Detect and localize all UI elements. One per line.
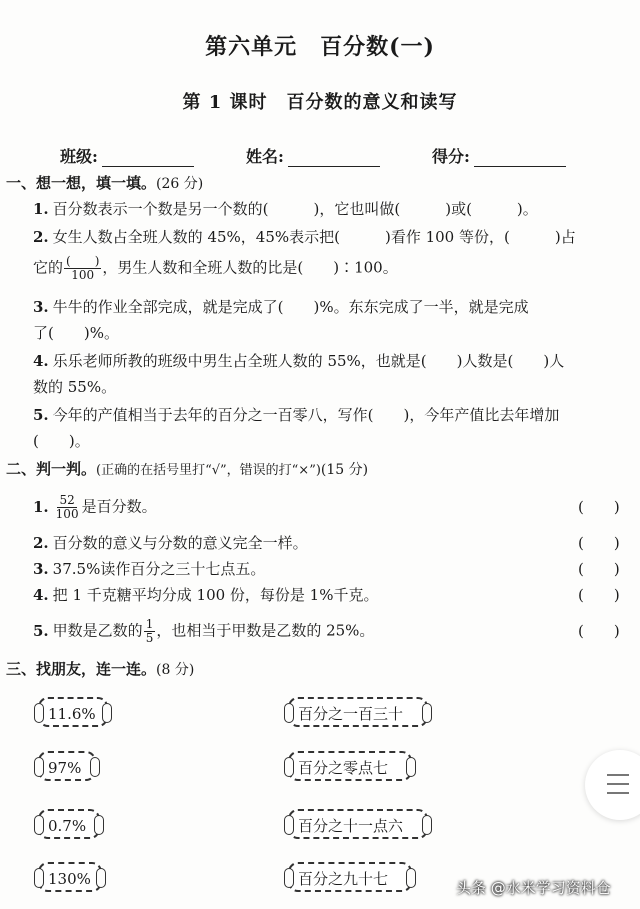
s2-item-3 [33, 558, 265, 580]
match-card-right-4[interactable]: 百分之九十七 [288, 862, 412, 892]
question-text: 甲数是乙数的 [52, 621, 143, 640]
s1-question-4-line2 [33, 376, 116, 398]
answer-paren-2[interactable]: ( ) [578, 534, 620, 552]
match-card-left-1[interactable]: 11.6% [38, 697, 108, 727]
s1-question-3-line2 [33, 322, 119, 344]
section3-title: 三、找朋友，连一连。 [6, 660, 157, 678]
question-text: 37.5%读作百分之三十七点五。 [52, 560, 266, 578]
score-field [432, 144, 566, 167]
fraction [54, 494, 81, 521]
question-text: 把 1 千克糖平均分成 100 份，每份是 1%千克。 [52, 586, 379, 604]
fraction-numerator: ( ) [66, 254, 100, 268]
question-text: 牛牛的作业全部完成，就是完成了( )%。东东完成了一半，就是完成 [52, 298, 529, 316]
s1-question-2-line2 [33, 255, 398, 282]
score-blank [474, 154, 566, 167]
answer-paren-1[interactable]: ( ) [578, 498, 620, 516]
question-number: 3. [33, 560, 49, 578]
match-card-right-1[interactable]: 百分之一百三十 [288, 697, 428, 727]
s2-item-2 [33, 532, 308, 554]
class-blank [102, 154, 194, 167]
question-number: 2. [33, 228, 49, 246]
s1-question-5-line2 [33, 430, 90, 452]
question-number: 1. [33, 200, 49, 218]
section1-points: (26 分) [156, 176, 204, 192]
question-text: 是百分数。 [81, 497, 157, 516]
section1-heading [6, 172, 203, 193]
page-title: 第六单元 百分数(一) [205, 34, 435, 60]
s1-question-3-line1 [33, 296, 529, 318]
question-number: 2. [33, 534, 49, 552]
s1-question-4-line1 [33, 350, 564, 372]
section1-title: 一、想一想，填一填。 [6, 174, 157, 192]
question-text: 了( )%。 [33, 324, 119, 342]
question-number: 5. [33, 621, 49, 640]
section2-points: (15 分) [320, 462, 369, 478]
question-text: 百分数表示一个数是另一个数的( )，它也叫做( )或( )。 [52, 200, 538, 218]
fraction-denominator: 100 [55, 507, 79, 521]
question-number: 4. [33, 586, 49, 604]
question-text: ( )。 [33, 432, 90, 450]
answer-paren-3[interactable]: ( ) [578, 560, 620, 578]
section3-heading [6, 658, 194, 679]
question-text: 女生人数占全班人数的 45%，45%表示把( )看作 100 等份，( )占 [52, 228, 576, 246]
score-label: 得分: [432, 147, 470, 166]
fraction-denominator: 100 [71, 268, 95, 282]
match-card-right-3[interactable]: 百分之十一点六 [288, 809, 428, 839]
question-text: 今年的产值相当于去年的百分之一百零八，写作( )，今年产值比去年增加 [52, 406, 560, 424]
s1-question-5-line1 [33, 404, 559, 426]
name-blank [288, 154, 380, 167]
name-label: 姓名: [246, 147, 284, 166]
question-number: 5. [33, 406, 49, 424]
section2-note: (正确的在括号里打“√”，错误的打“×”) [96, 463, 321, 478]
s1-question-1 [33, 198, 538, 220]
question-text: 百分数的意义与分数的意义完全一样。 [52, 534, 308, 552]
question-text: 乐乐老师所教的班级中男生占全班人数的 55%，也就是( )人数是( )人 [52, 352, 565, 370]
question-text: 它的 [33, 258, 64, 277]
class-field [60, 144, 194, 167]
question-number: 4. [33, 352, 49, 370]
fraction [64, 255, 101, 282]
section2-title: 二、判一判。 [6, 460, 97, 478]
watermark: 头条 @水米学习资料仓 [456, 879, 611, 897]
question-text: ，也相当于甲数是乙数的 25%。 [156, 621, 375, 640]
s1-question-2-line1 [33, 226, 576, 248]
question-number: 1. [33, 497, 49, 516]
s2-item-4 [33, 584, 378, 606]
answer-paren-5[interactable]: ( ) [578, 622, 620, 640]
match-card-left-4[interactable]: 130% [38, 862, 102, 892]
lesson-subtitle: 第 1 课时 百分数的意义和读写 [182, 92, 458, 113]
answer-paren-4[interactable]: ( ) [578, 586, 620, 604]
question-number: 3. [33, 298, 49, 316]
menu-bar-icon [607, 774, 629, 776]
section3-points: (8 分) [156, 662, 195, 678]
s2-item-5 [33, 618, 374, 645]
fraction [144, 618, 156, 645]
menu-bar-icon [607, 783, 629, 785]
question-text: 数的 55%。 [33, 378, 117, 396]
match-card-left-2[interactable]: 97% [38, 751, 96, 781]
fraction-numerator: 1 [145, 617, 154, 631]
floating-menu-button[interactable] [585, 750, 640, 820]
match-card-right-2[interactable]: 百分之零点七 [288, 751, 412, 781]
fraction-numerator: 52 [59, 493, 75, 507]
question-text: ，男生人数和全班人数的比是( )∶100。 [102, 258, 398, 277]
section2-heading [6, 458, 368, 479]
match-card-left-3[interactable]: 0.7% [38, 809, 100, 839]
menu-bar-icon [607, 792, 629, 794]
s2-item-1 [33, 494, 157, 521]
class-label: 班级: [60, 147, 98, 166]
fraction-denominator: 5 [145, 631, 154, 645]
name-field [246, 144, 380, 167]
